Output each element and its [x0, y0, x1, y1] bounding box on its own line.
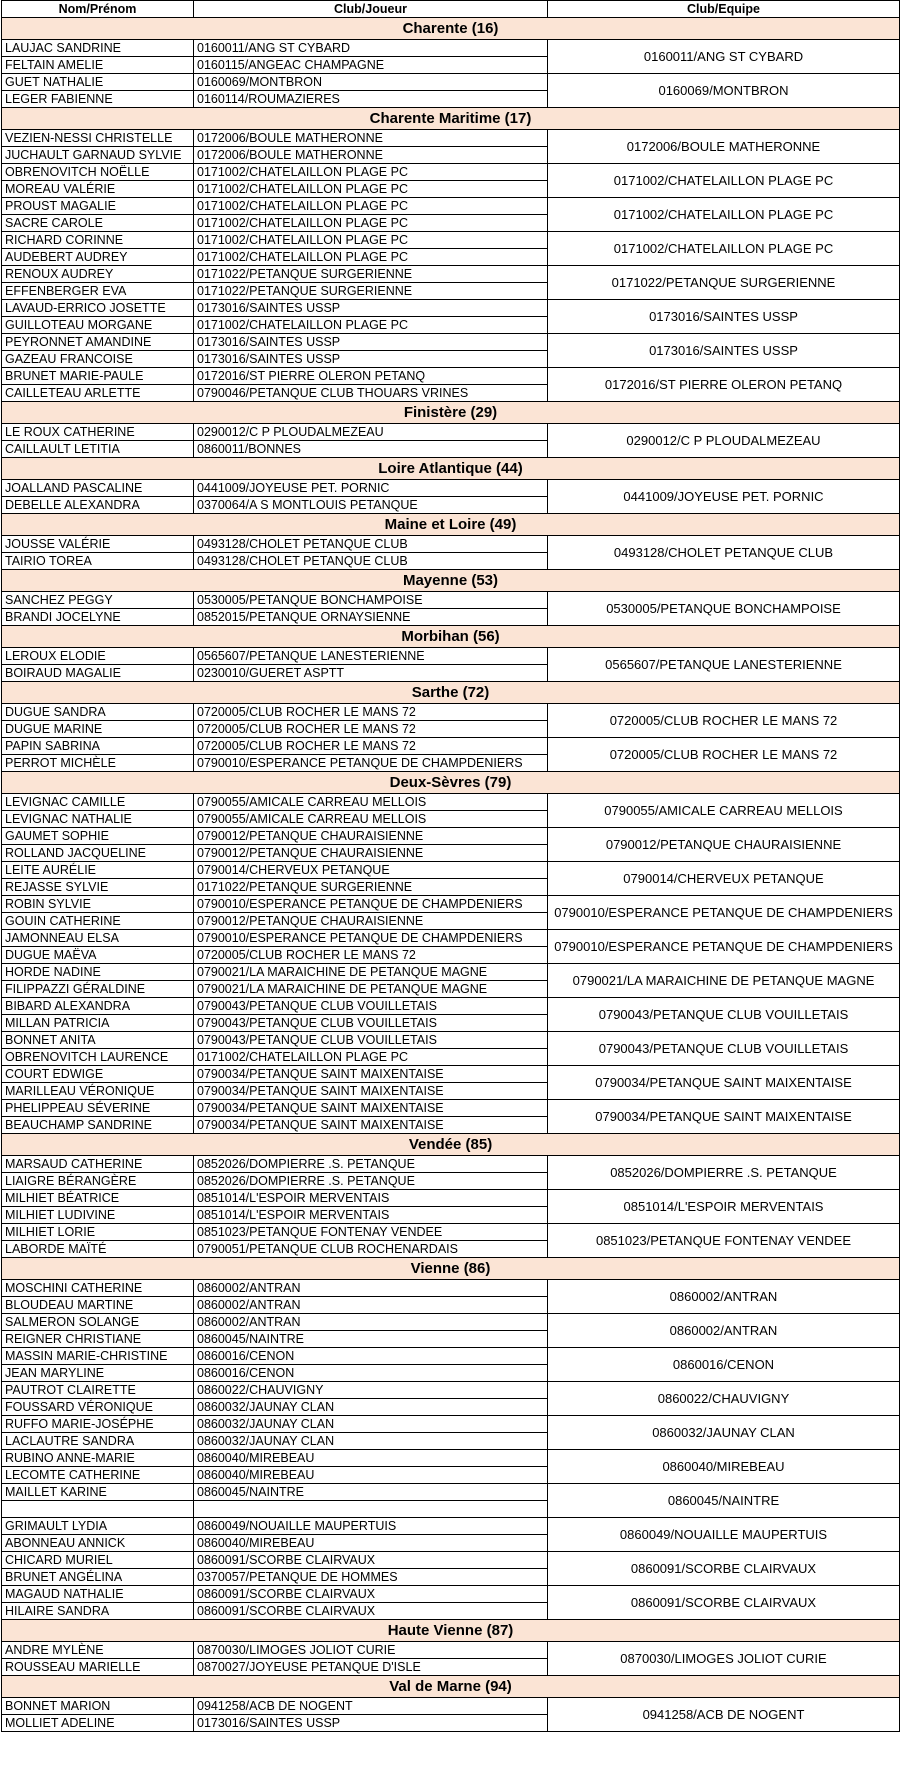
player-name: BEAUCHAMP SANDRINE: [2, 1117, 194, 1134]
header-player-club: Club/Joueur: [194, 1, 548, 18]
player-row: [2, 794, 900, 811]
table-body: [2, 18, 900, 1732]
player-name: DEBELLE ALEXANDRA: [2, 497, 194, 514]
section-title: Mayenne (53): [2, 570, 900, 592]
player-row: [2, 266, 900, 283]
teams-table: [1, 0, 900, 1732]
team-club: 0441009/JOYEUSE PET. PORNIC: [548, 480, 900, 514]
team-club: 0860032/JAUNAY CLAN: [548, 1416, 900, 1450]
player-name: LECOMTE CATHERINE: [2, 1467, 194, 1484]
team-club: 0720005/CLUB ROCHER LE MANS 72: [548, 738, 900, 772]
player-row: [2, 704, 900, 721]
player-club: [194, 1501, 548, 1518]
player-club: 0860032/JAUNAY CLAN: [194, 1433, 548, 1450]
player-club: 0171022/PETANQUE SURGERIENNE: [194, 283, 548, 300]
player-club: 0851014/L'ESPOIR MERVENTAIS: [194, 1207, 548, 1224]
player-name: GUILLOTEAU MORGANE: [2, 317, 194, 334]
player-club: 0860049/NOUAILLE MAUPERTUIS: [194, 1518, 548, 1535]
team-club: 0860045/NAINTRE: [548, 1484, 900, 1518]
header-row: [2, 1, 900, 18]
section-header-row: [2, 1676, 900, 1698]
player-name: BOIRAUD MAGALIE: [2, 665, 194, 682]
player-name: MARSAUD CATHERINE: [2, 1156, 194, 1173]
team-club: 0860091/SCORBE CLAIRVAUX: [548, 1586, 900, 1620]
player-name: REJASSE SYLVIE: [2, 879, 194, 896]
player-row: [2, 1066, 900, 1083]
player-name: CHICARD MURIEL: [2, 1552, 194, 1569]
player-row: [2, 40, 900, 57]
team-club: 0790034/PETANQUE SAINT MAIXENTAISE: [548, 1100, 900, 1134]
team-club: 0790012/PETANQUE CHAURAISIENNE: [548, 828, 900, 862]
section-title: Maine et Loire (49): [2, 514, 900, 536]
player-club: 0870027/JOYEUSE PETANQUE D'ISLE: [194, 1659, 548, 1676]
player-name: BRUNET MARIE-PAULE: [2, 368, 194, 385]
team-club: 0790021/LA MARAICHINE DE PETANQUE MAGNE: [548, 964, 900, 998]
player-club: 0370057/PETANQUE DE HOMMES: [194, 1569, 548, 1586]
player-name: SANCHEZ PEGGY: [2, 592, 194, 609]
player-name: GRIMAULT LYDIA: [2, 1518, 194, 1535]
section-header-row: [2, 1620, 900, 1642]
player-row: [2, 964, 900, 981]
section-title: Charente (16): [2, 18, 900, 40]
player-club: 0172006/BOULE MATHERONNE: [194, 130, 548, 147]
player-name: ABONNEAU ANNICK: [2, 1535, 194, 1552]
player-name: FILIPPAZZI GÉRALDINE: [2, 981, 194, 998]
player-name: LEROUX ELODIE: [2, 648, 194, 665]
player-club: 0852026/DOMPIERRE .S. PETANQUE: [194, 1156, 548, 1173]
player-club: 0860091/SCORBE CLAIRVAUX: [194, 1603, 548, 1620]
player-name: CAILLETEAU ARLETTE: [2, 385, 194, 402]
player-club: 0790034/PETANQUE SAINT MAIXENTAISE: [194, 1083, 548, 1100]
player-name: JAMONNEAU ELSA: [2, 930, 194, 947]
player-club: 0941258/ACB DE NOGENT: [194, 1698, 548, 1715]
player-club: 0790055/AMICALE CARREAU MELLOIS: [194, 811, 548, 828]
player-club: 0171022/PETANQUE SURGERIENNE: [194, 879, 548, 896]
player-name: TAIRIO TOREA: [2, 553, 194, 570]
player-club: 0441009/JOYEUSE PET. PORNIC: [194, 480, 548, 497]
player-name: OBRENOVITCH LAURENCE: [2, 1049, 194, 1066]
player-name: COURT EDWIGE: [2, 1066, 194, 1083]
team-club: 0941258/ACB DE NOGENT: [548, 1698, 900, 1732]
player-club: 0860002/ANTRAN: [194, 1297, 548, 1314]
player-name: JEAN MARYLINE: [2, 1365, 194, 1382]
player-name: REIGNER CHRISTIANE: [2, 1331, 194, 1348]
player-name: MASSIN MARIE-CHRISTINE: [2, 1348, 194, 1365]
player-name: RUBINO ANNE-MARIE: [2, 1450, 194, 1467]
header-name: Nom/Prénom: [2, 1, 194, 18]
section-title: Morbihan (56): [2, 626, 900, 648]
player-club: 0172016/ST PIERRE OLERON PETANQ: [194, 368, 548, 385]
team-club: 0290012/C P PLOUDALMEZEAU: [548, 424, 900, 458]
player-club: 0851014/L'ESPOIR MERVENTAIS: [194, 1190, 548, 1207]
player-name: MAILLET KARINE: [2, 1484, 194, 1501]
player-row: [2, 480, 900, 497]
player-club: 0790012/PETANQUE CHAURAISIENNE: [194, 845, 548, 862]
player-name: ANDRE MYLÈNE: [2, 1642, 194, 1659]
player-name: BONNET MARION: [2, 1698, 194, 1715]
player-club: 0860040/MIREBEAU: [194, 1467, 548, 1484]
player-club: 0493128/CHOLET PETANQUE CLUB: [194, 553, 548, 570]
player-club: 0860040/MIREBEAU: [194, 1535, 548, 1552]
player-row: [2, 1552, 900, 1569]
section-header-row: [2, 458, 900, 480]
player-row: [2, 998, 900, 1015]
player-name: GAUMET SOPHIE: [2, 828, 194, 845]
player-club: 0171002/CHATELAILLON PLAGE PC: [194, 181, 548, 198]
player-club: 0790021/LA MARAICHINE DE PETANQUE MAGNE: [194, 981, 548, 998]
team-club: 0860022/CHAUVIGNY: [548, 1382, 900, 1416]
player-name: HILAIRE SANDRA: [2, 1603, 194, 1620]
player-club: 0860016/CENON: [194, 1348, 548, 1365]
player-name: [2, 1501, 194, 1518]
player-name: OBRENOVITCH NOËLLE: [2, 164, 194, 181]
player-name: EFFENBERGER EVA: [2, 283, 194, 300]
player-name: FELTAIN AMELIE: [2, 57, 194, 74]
section-title: Deux-Sèvres (79): [2, 772, 900, 794]
player-name: DUGUE SANDRA: [2, 704, 194, 721]
player-club: 0171022/PETANQUE SURGERIENNE: [194, 266, 548, 283]
player-club: 0171002/CHATELAILLON PLAGE PC: [194, 1049, 548, 1066]
player-club: 0160115/ANGEAC CHAMPAGNE: [194, 57, 548, 74]
player-name: SALMERON SOLANGE: [2, 1314, 194, 1331]
player-club: 0790043/PETANQUE CLUB VOUILLETAIS: [194, 1032, 548, 1049]
player-row: [2, 1032, 900, 1049]
player-name: JUCHAULT GARNAUD SYLVIE: [2, 147, 194, 164]
player-club: 0172006/BOULE MATHERONNE: [194, 147, 548, 164]
player-name: PHELIPPEAU SÉVERINE: [2, 1100, 194, 1117]
player-name: MOLLIET ADELINE: [2, 1715, 194, 1732]
player-name: DUGUE MARINE: [2, 721, 194, 738]
player-club: 0790021/LA MARAICHINE DE PETANQUE MAGNE: [194, 964, 548, 981]
team-club: 0172006/BOULE MATHERONNE: [548, 130, 900, 164]
player-club: 0173016/SAINTES USSP: [194, 351, 548, 368]
player-club: 0720005/CLUB ROCHER LE MANS 72: [194, 704, 548, 721]
team-club: 0172016/ST PIERRE OLERON PETANQ: [548, 368, 900, 402]
player-club: 0160069/MONTBRON: [194, 74, 548, 91]
player-name: ROLLAND JACQUELINE: [2, 845, 194, 862]
player-row: [2, 164, 900, 181]
player-name: PAUTROT CLAIRETTE: [2, 1382, 194, 1399]
player-name: LEVIGNAC CAMILLE: [2, 794, 194, 811]
player-row: [2, 862, 900, 879]
player-name: PERROT MICHÈLE: [2, 755, 194, 772]
player-club: 0171002/CHATELAILLON PLAGE PC: [194, 215, 548, 232]
player-club: 0720005/CLUB ROCHER LE MANS 72: [194, 738, 548, 755]
player-club: 0851023/PETANQUE FONTENAY VENDEE: [194, 1224, 548, 1241]
player-name: MILHIET LORIE: [2, 1224, 194, 1241]
player-row: [2, 1348, 900, 1365]
player-row: [2, 1156, 900, 1173]
player-row: [2, 1416, 900, 1433]
player-club: 0790055/AMICALE CARREAU MELLOIS: [194, 794, 548, 811]
team-club: 0160011/ANG ST CYBARD: [548, 40, 900, 74]
player-name: BLOUDEAU MARTINE: [2, 1297, 194, 1314]
team-club: 0860040/MIREBEAU: [548, 1450, 900, 1484]
player-club: 0290012/C P PLOUDALMEZEAU: [194, 424, 548, 441]
team-club: 0720005/CLUB ROCHER LE MANS 72: [548, 704, 900, 738]
section-header-row: [2, 514, 900, 536]
section-title: Sarthe (72): [2, 682, 900, 704]
team-club: 0851014/L'ESPOIR MERVENTAIS: [548, 1190, 900, 1224]
team-club: 0790043/PETANQUE CLUB VOUILLETAIS: [548, 1032, 900, 1066]
team-club: 0790010/ESPERANCE PETANQUE DE CHAMPDENIERS: [548, 896, 900, 930]
player-club: 0171002/CHATELAILLON PLAGE PC: [194, 317, 548, 334]
player-club: 0790034/PETANQUE SAINT MAIXENTAISE: [194, 1117, 548, 1134]
player-name: LEVIGNAC NATHALIE: [2, 811, 194, 828]
player-club: 0870030/LIMOGES JOLIOT CURIE: [194, 1642, 548, 1659]
player-name: LABORDE MAÏTÉ: [2, 1241, 194, 1258]
team-club: 0851023/PETANQUE FONTENAY VENDEE: [548, 1224, 900, 1258]
player-name: LAUJAC SANDRINE: [2, 40, 194, 57]
player-club: 0493128/CHOLET PETANQUE CLUB: [194, 536, 548, 553]
player-name: MOSCHINI CATHERINE: [2, 1280, 194, 1297]
player-name: LEITE AURÉLIE: [2, 862, 194, 879]
player-row: [2, 232, 900, 249]
section-title: Charente Maritime (17): [2, 108, 900, 130]
player-name: VEZIEN-NESSI CHRISTELLE: [2, 130, 194, 147]
player-name: RICHARD CORINNE: [2, 232, 194, 249]
team-club: 0790014/CHERVEUX PETANQUE: [548, 862, 900, 896]
player-name: MILHIET BÉATRICE: [2, 1190, 194, 1207]
team-club: 0171002/CHATELAILLON PLAGE PC: [548, 198, 900, 232]
player-name: MILLAN PATRICIA: [2, 1015, 194, 1032]
team-club: 0860002/ANTRAN: [548, 1280, 900, 1314]
player-club: 0370064/A S MONTLOUIS PETANQUE: [194, 497, 548, 514]
section-title: Haute Vienne (87): [2, 1620, 900, 1642]
player-name: JOUSSE VALÉRIE: [2, 536, 194, 553]
player-club: 0860091/SCORBE CLAIRVAUX: [194, 1586, 548, 1603]
player-club: 0160114/ROUMAZIERES: [194, 91, 548, 108]
player-club: 0790046/PETANQUE CLUB THOUARS VRINES: [194, 385, 548, 402]
player-name: GAZEAU FRANCOISE: [2, 351, 194, 368]
player-club: 0565607/PETANQUE LANESTERIENNE: [194, 648, 548, 665]
team-club: 0530005/PETANQUE BONCHAMPOISE: [548, 592, 900, 626]
section-header-row: [2, 1258, 900, 1280]
player-name: MAGAUD NATHALIE: [2, 1586, 194, 1603]
player-club: 0173016/SAINTES USSP: [194, 300, 548, 317]
team-club: 0160069/MONTBRON: [548, 74, 900, 108]
player-club: 0720005/CLUB ROCHER LE MANS 72: [194, 721, 548, 738]
player-row: [2, 1224, 900, 1241]
section-header-row: [2, 108, 900, 130]
player-name: PAPIN SABRINA: [2, 738, 194, 755]
player-row: [2, 1518, 900, 1535]
player-row: [2, 738, 900, 755]
player-name: PEYRONNET AMANDINE: [2, 334, 194, 351]
section-header-row: [2, 682, 900, 704]
team-club: 0860049/NOUAILLE MAUPERTUIS: [548, 1518, 900, 1552]
section-title: Vendée (85): [2, 1134, 900, 1156]
team-club: 0565607/PETANQUE LANESTERIENNE: [548, 648, 900, 682]
player-row: [2, 648, 900, 665]
team-club: 0173016/SAINTES USSP: [548, 334, 900, 368]
player-club: 0860016/CENON: [194, 1365, 548, 1382]
player-club: 0852015/PETANQUE ORNAYSIENNE: [194, 609, 548, 626]
player-name: GOUIN CATHERINE: [2, 913, 194, 930]
section-header-row: [2, 18, 900, 40]
player-row: [2, 896, 900, 913]
section-title: Vienne (86): [2, 1258, 900, 1280]
player-row: [2, 1190, 900, 1207]
header-team-club: Club/Equipe: [548, 1, 900, 18]
team-club: 0860002/ANTRAN: [548, 1314, 900, 1348]
player-name: RENOUX AUDREY: [2, 266, 194, 283]
player-row: [2, 1450, 900, 1467]
team-club: 0790055/AMICALE CARREAU MELLOIS: [548, 794, 900, 828]
player-row: [2, 930, 900, 947]
section-header-row: [2, 570, 900, 592]
player-club: 0860022/CHAUVIGNY: [194, 1382, 548, 1399]
player-name: ROUSSEAU MARIELLE: [2, 1659, 194, 1676]
player-row: [2, 1280, 900, 1297]
team-club: 0790034/PETANQUE SAINT MAIXENTAISE: [548, 1066, 900, 1100]
player-name: SACRE CAROLE: [2, 215, 194, 232]
player-club: 0790051/PETANQUE CLUB ROCHENARDAIS: [194, 1241, 548, 1258]
player-club: 0720005/CLUB ROCHER LE MANS 72: [194, 947, 548, 964]
player-row: [2, 334, 900, 351]
player-club: 0852026/DOMPIERRE .S. PETANQUE: [194, 1173, 548, 1190]
section-header-row: [2, 772, 900, 794]
player-club: 0790043/PETANQUE CLUB VOUILLETAIS: [194, 1015, 548, 1032]
team-club: 0860016/CENON: [548, 1348, 900, 1382]
player-club: 0173016/SAINTES USSP: [194, 334, 548, 351]
player-row: [2, 1100, 900, 1117]
player-club: 0860011/BONNES: [194, 441, 548, 458]
player-row: [2, 1698, 900, 1715]
player-row: [2, 1314, 900, 1331]
player-row: [2, 536, 900, 553]
player-club: 0171002/CHATELAILLON PLAGE PC: [194, 232, 548, 249]
player-club: 0790014/CHERVEUX PETANQUE: [194, 862, 548, 879]
player-club: 0860045/NAINTRE: [194, 1331, 548, 1348]
player-name: BONNET ANITA: [2, 1032, 194, 1049]
player-club: 0860002/ANTRAN: [194, 1280, 548, 1297]
player-name: BRUNET ANGÉLINA: [2, 1569, 194, 1586]
team-club: 0870030/LIMOGES JOLIOT CURIE: [548, 1642, 900, 1676]
player-name: DUGUE MAËVA: [2, 947, 194, 964]
section-header-row: [2, 402, 900, 424]
player-name: LE ROUX CATHERINE: [2, 424, 194, 441]
player-row: [2, 1642, 900, 1659]
player-row: [2, 828, 900, 845]
player-row: [2, 1586, 900, 1603]
player-club: 0860032/JAUNAY CLAN: [194, 1399, 548, 1416]
player-name: LACLAUTRE SANDRA: [2, 1433, 194, 1450]
player-club: 0790034/PETANQUE SAINT MAIXENTAISE: [194, 1100, 548, 1117]
team-club: 0493128/CHOLET PETANQUE CLUB: [548, 536, 900, 570]
player-name: MOREAU VALÉRIE: [2, 181, 194, 198]
player-club: 0171002/CHATELAILLON PLAGE PC: [194, 164, 548, 181]
player-row: [2, 74, 900, 91]
team-club: 0173016/SAINTES USSP: [548, 300, 900, 334]
player-club: 0790010/ESPERANCE PETANQUE DE CHAMPDENIERS: [194, 896, 548, 913]
player-name: AUDEBERT AUDREY: [2, 249, 194, 266]
player-name: HORDE NADINE: [2, 964, 194, 981]
player-club: 0790012/PETANQUE CHAURAISIENNE: [194, 913, 548, 930]
player-name: CAILLAULT LETITIA: [2, 441, 194, 458]
player-name: ROBIN SYLVIE: [2, 896, 194, 913]
player-club: 0790043/PETANQUE CLUB VOUILLETAIS: [194, 998, 548, 1015]
player-name: JOALLAND PASCALINE: [2, 480, 194, 497]
player-club: 0860032/JAUNAY CLAN: [194, 1416, 548, 1433]
player-row: [2, 1484, 900, 1501]
player-name: FOUSSARD VÉRONIQUE: [2, 1399, 194, 1416]
player-club: 0530005/PETANQUE BONCHAMPOISE: [194, 592, 548, 609]
section-title: Loire Atlantique (44): [2, 458, 900, 480]
player-name: RUFFO MARIE-JOSÉPHE: [2, 1416, 194, 1433]
player-name: MILHIET LUDIVINE: [2, 1207, 194, 1224]
player-row: [2, 592, 900, 609]
player-row: [2, 368, 900, 385]
player-row: [2, 1382, 900, 1399]
player-club: 0790010/ESPERANCE PETANQUE DE CHAMPDENIERS: [194, 930, 548, 947]
player-club: 0790010/ESPERANCE PETANQUE DE CHAMPDENIERS: [194, 755, 548, 772]
player-club: 0860091/SCORBE CLAIRVAUX: [194, 1552, 548, 1569]
player-name: PROUST MAGALIE: [2, 198, 194, 215]
team-club: 0790010/ESPERANCE PETANQUE DE CHAMPDENIERS: [548, 930, 900, 964]
player-name: LIAIGRE BÉRANGÈRE: [2, 1173, 194, 1190]
player-club: 0173016/SAINTES USSP: [194, 1715, 548, 1732]
team-club: 0171002/CHATELAILLON PLAGE PC: [548, 164, 900, 198]
player-club: 0860002/ANTRAN: [194, 1314, 548, 1331]
team-club: 0852026/DOMPIERRE .S. PETANQUE: [548, 1156, 900, 1190]
player-name: LEGER FABIENNE: [2, 91, 194, 108]
player-row: [2, 424, 900, 441]
player-name: BIBARD ALEXANDRA: [2, 998, 194, 1015]
section-title: Val de Marne (94): [2, 1676, 900, 1698]
player-club: 0860045/NAINTRE: [194, 1484, 548, 1501]
player-club: 0790012/PETANQUE CHAURAISIENNE: [194, 828, 548, 845]
team-club: 0790043/PETANQUE CLUB VOUILLETAIS: [548, 998, 900, 1032]
player-row: [2, 300, 900, 317]
section-header-row: [2, 626, 900, 648]
team-club: 0860091/SCORBE CLAIRVAUX: [548, 1552, 900, 1586]
player-name: GUET NATHALIE: [2, 74, 194, 91]
player-name: MARILLEAU VÉRONIQUE: [2, 1083, 194, 1100]
team-club: 0171002/CHATELAILLON PLAGE PC: [548, 232, 900, 266]
team-club: 0171022/PETANQUE SURGERIENNE: [548, 266, 900, 300]
player-row: [2, 198, 900, 215]
player-club: 0171002/CHATELAILLON PLAGE PC: [194, 249, 548, 266]
player-club: 0230010/GUERET ASPTT: [194, 665, 548, 682]
player-club: 0171002/CHATELAILLON PLAGE PC: [194, 198, 548, 215]
player-name: LAVAUD-ERRICO JOSETTE: [2, 300, 194, 317]
player-club: 0790034/PETANQUE SAINT MAIXENTAISE: [194, 1066, 548, 1083]
player-club: 0860040/MIREBEAU: [194, 1450, 548, 1467]
player-row: [2, 130, 900, 147]
player-club: 0160011/ANG ST CYBARD: [194, 40, 548, 57]
section-title: Finistère (29): [2, 402, 900, 424]
player-name: BRANDI JOCELYNE: [2, 609, 194, 626]
section-header-row: [2, 1134, 900, 1156]
